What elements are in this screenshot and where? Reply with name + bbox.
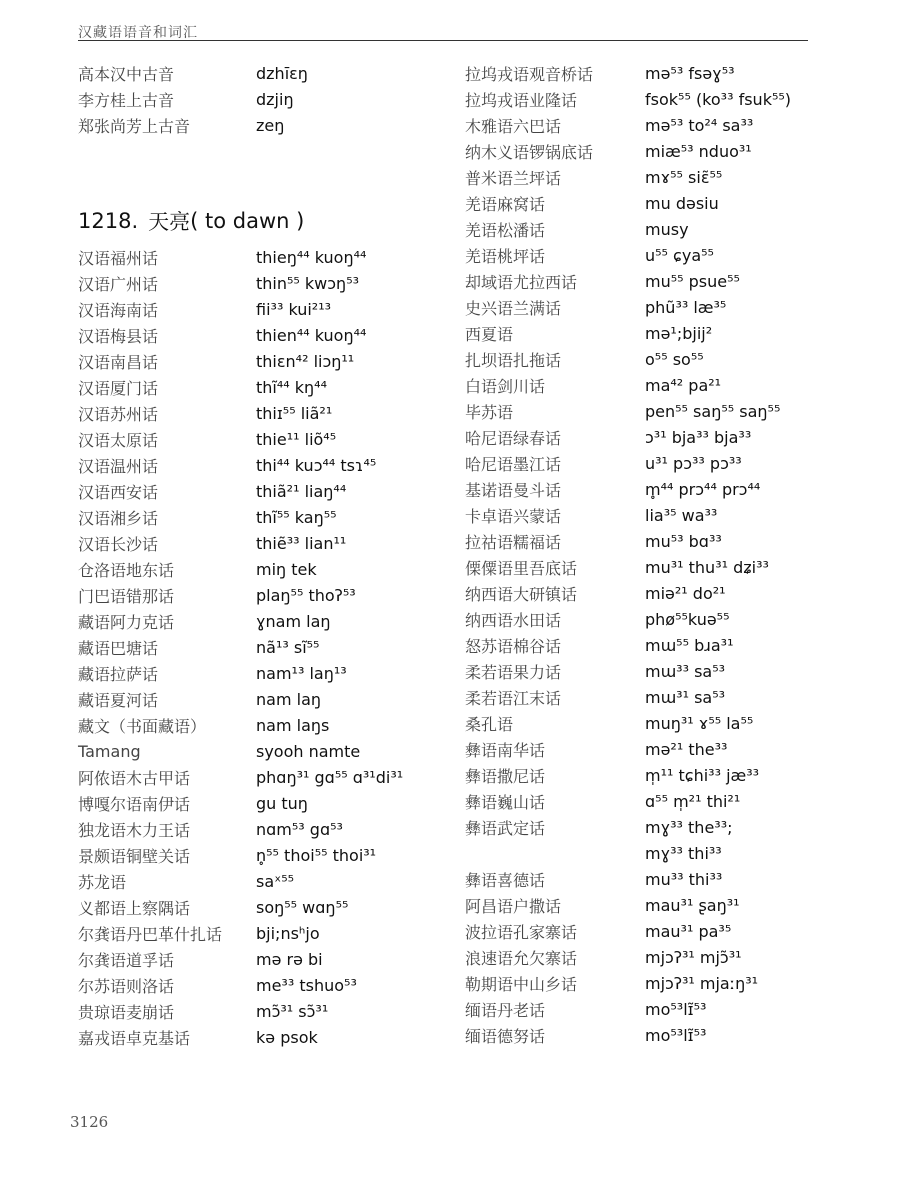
- language-name: 哈尼语绿春话: [465, 428, 562, 448]
- lexicon-row: [78, 634, 458, 660]
- lexicon-row: [465, 86, 845, 112]
- language-name: 彝语撒尼话: [465, 766, 546, 786]
- lexicon-row: [465, 346, 845, 372]
- word-form: ɔ³¹ bja³³ bja³³: [645, 427, 752, 447]
- running-head: 汉藏语语音和词汇: [78, 25, 198, 41]
- word-form: fii³³ kui²¹³: [256, 299, 332, 319]
- language-name: 藏语阿力克话: [78, 612, 175, 632]
- language-name: 汉语温州话: [78, 456, 159, 476]
- language-name: 柔若语江末话: [465, 688, 562, 708]
- word-form: mu dəsiu: [645, 193, 719, 213]
- word-form: u³¹ pɔ³³ pɔ³³: [645, 453, 742, 473]
- word-form: mu³³ thi³³: [645, 869, 723, 889]
- lexicon-row: [78, 920, 458, 946]
- language-name: 苏龙语: [78, 872, 127, 892]
- language-name: 普米语兰坪话: [465, 168, 562, 188]
- language-name: 高本汉中古音: [78, 64, 175, 84]
- language-name: 浪速语允欠寨话: [465, 948, 578, 968]
- word-form: saˣ⁵⁵: [256, 871, 295, 891]
- lexicon-row: [78, 738, 458, 764]
- word-form: ɑ⁵⁵ m̩²¹ thi²¹: [645, 791, 741, 811]
- word-form: syooh namte: [256, 741, 361, 761]
- language-name: 拉坞戎语观音桥话: [465, 64, 594, 84]
- lexicon-row: [78, 530, 458, 556]
- lexicon-row: [78, 452, 458, 478]
- lexicon-row: [78, 270, 458, 296]
- language-name: 汉语苏州话: [78, 404, 159, 424]
- language-name: 藏文（书面藏语）: [78, 716, 207, 736]
- language-name: 藏语巴塘话: [78, 638, 159, 658]
- word-form: thiẽ³³ lian¹¹: [256, 533, 347, 553]
- lexicon-row: [78, 322, 458, 348]
- lexicon-row: [465, 736, 845, 762]
- lexicon-row: [465, 164, 845, 190]
- lexicon-row: [465, 788, 845, 814]
- lexicon-row: [78, 1024, 458, 1050]
- word-form: kə psok: [256, 1027, 318, 1047]
- language-name: 汉语广州话: [78, 274, 159, 294]
- word-form: zeŋ: [256, 115, 285, 135]
- lexicon-row: [465, 944, 845, 970]
- lexicon-row: [465, 970, 845, 996]
- word-form: mu³¹ thu³¹ dʑi³³: [645, 557, 769, 577]
- language-name: 傈僳语里吾底话: [465, 558, 578, 578]
- language-name: 柔若语果力话: [465, 662, 562, 682]
- word-form: bji;nsʰjo: [256, 923, 320, 943]
- lexicon-row: [465, 866, 845, 892]
- lexicon-row: [465, 606, 845, 632]
- lexicon-row: [465, 892, 845, 918]
- lexicon-row: [78, 608, 458, 634]
- word-form: ɣnam laŋ: [256, 611, 331, 631]
- language-name: 李方桂上古音: [78, 90, 175, 110]
- word-form: u⁵⁵ ɕya⁵⁵: [645, 245, 714, 265]
- word-form: thĩ⁵⁵ kaŋ⁵⁵: [256, 507, 337, 527]
- left-column: [78, 60, 458, 1050]
- lexicon-row: [465, 918, 845, 944]
- lexicon-row: [78, 348, 458, 374]
- language-name: 尔苏语则洛话: [78, 976, 175, 996]
- word-form: fsok⁵⁵ (ko³³ fsuk⁵⁵): [645, 89, 792, 109]
- word-form: ma⁴² pa²¹: [645, 375, 722, 395]
- lexicon-row: [78, 842, 458, 868]
- lexicon-row: [465, 996, 845, 1022]
- lexicon-row: [465, 190, 845, 216]
- word-form: mə⁵³ to²⁴ sa³³: [645, 115, 754, 135]
- lexicon-row: [78, 998, 458, 1024]
- lexicon-row: [78, 790, 458, 816]
- language-name: 景颇语铜壁关话: [78, 846, 191, 866]
- word-form: dzjiŋ: [256, 89, 294, 109]
- word-form: mjɔʔ³¹ mjɔ̃³¹: [645, 947, 742, 967]
- word-form: mjɔʔ³¹ mjaːŋ³¹: [645, 973, 759, 993]
- language-name: 藏语拉萨话: [78, 664, 159, 684]
- word-form: muŋ³¹ ɤ⁵⁵ la⁵⁵: [645, 713, 754, 733]
- lexicon-row: [465, 580, 845, 606]
- lexicon-row: [465, 424, 845, 450]
- word-form: phø⁵⁵kuə⁵⁵: [645, 609, 730, 629]
- lexicon-row: [465, 112, 845, 138]
- word-form: mo⁵³lɪ̃⁵³: [645, 999, 707, 1019]
- lexicon-row: [465, 1022, 845, 1048]
- lexicon-row: [78, 764, 458, 790]
- word-form: mə¹;bjij²: [645, 323, 713, 343]
- lexicon-row: [78, 60, 458, 86]
- language-name: 阿昌语户撒话: [465, 896, 562, 916]
- lexicon-row: [78, 686, 458, 712]
- lexicon-row: [78, 478, 458, 504]
- word-form: n̥⁵⁵ thoi⁵⁵ thoi³¹: [256, 845, 377, 865]
- language-name: 拉坞戎语业隆话: [465, 90, 578, 110]
- language-name: 独龙语木力王话: [78, 820, 191, 840]
- language-name: 郑张尚芳上古音: [78, 116, 191, 136]
- language-name: 汉语梅县话: [78, 326, 159, 346]
- entry-gloss: ( to dawn ): [190, 209, 305, 233]
- word-form: miæ⁵³ nduo³¹: [645, 141, 752, 161]
- word-form: lia³⁵ wa³³: [645, 505, 718, 525]
- word-form: thiɛn⁴² liɔŋ¹¹: [256, 351, 355, 371]
- lexicon-row: [78, 374, 458, 400]
- lexicon-row: [465, 372, 845, 398]
- language-name: 汉语福州话: [78, 248, 159, 268]
- language-name: 汉语海南话: [78, 300, 159, 320]
- language-name: 纳西语水田话: [465, 610, 562, 630]
- lexicon-row: [465, 554, 845, 580]
- word-form: mo⁵³lɪ̃⁵³: [645, 1025, 707, 1045]
- language-name: 彝语喜德话: [465, 870, 546, 890]
- language-name: 汉语西安话: [78, 482, 159, 502]
- lexicon-row: [78, 868, 458, 894]
- language-name: 木雅语六巴话: [465, 116, 562, 136]
- word-form: thiã²¹ liaŋ⁴⁴: [256, 481, 347, 501]
- word-form: nam laŋ: [256, 689, 322, 709]
- entry-headword: 天亮: [148, 210, 191, 234]
- lexicon-row: [465, 268, 845, 294]
- word-form: nam¹³ laŋ¹³: [256, 663, 347, 683]
- lexicon-row: [78, 296, 458, 322]
- language-name: 嘉戎语卓克基话: [78, 1028, 191, 1048]
- lexicon-row: [78, 894, 458, 920]
- page-number: 3126: [70, 1113, 109, 1131]
- lexicon-row: [78, 244, 458, 270]
- entry-spacer: [78, 138, 458, 198]
- word-form: mɣ³³ the³³;: [645, 817, 733, 837]
- word-form: mu⁵⁵ psue⁵⁵: [645, 271, 740, 291]
- lexicon-row: [78, 400, 458, 426]
- entry-number: 1218.: [78, 209, 139, 233]
- lexicon-row: [465, 710, 845, 736]
- word-form: thi⁴⁴ kuɔ⁴⁴ tsɿ⁴⁵: [256, 455, 377, 475]
- language-name: 缅语德努话: [465, 1026, 546, 1046]
- lexicon-row: [465, 814, 845, 840]
- lexicon-row: [465, 632, 845, 658]
- language-name: 汉语长沙话: [78, 534, 159, 554]
- entry-title: [78, 198, 458, 244]
- word-form: nɑm⁵³ gɑ⁵³: [256, 819, 343, 839]
- language-name: 彝语南华话: [465, 740, 546, 760]
- right-entry-rows: [465, 60, 845, 1048]
- language-name: 白语剑川话: [465, 376, 546, 396]
- lexicon-row: [78, 712, 458, 738]
- lexicon-row: [78, 582, 458, 608]
- language-name: 羌语麻窝话: [465, 194, 546, 214]
- language-name: Tamang: [78, 741, 141, 761]
- language-name: 仓洛语地东话: [78, 560, 175, 580]
- lexicon-row: [465, 502, 845, 528]
- word-form: soŋ⁵⁵ wɑŋ⁵⁵: [256, 897, 349, 917]
- word-form: mə rə bi: [256, 949, 323, 969]
- language-name: 门巴语错那话: [78, 586, 175, 606]
- word-form: thin⁵⁵ kwɔŋ⁵³: [256, 273, 360, 293]
- language-name: 史兴语兰满话: [465, 298, 562, 318]
- lexicon-row: [465, 242, 845, 268]
- language-name: 怒苏语棉谷话: [465, 636, 562, 656]
- language-name: 阿侬语木古甲话: [78, 768, 191, 788]
- lexicon-row: [465, 138, 845, 164]
- lexicon-row: [78, 946, 458, 972]
- lexicon-row: [465, 762, 845, 788]
- word-form: nam laŋs: [256, 715, 330, 735]
- language-name: 羌语桃坪话: [465, 246, 546, 266]
- word-form: m̩¹¹ tɕhi³³ jæ³³: [645, 765, 760, 785]
- language-name: 汉语太原话: [78, 430, 159, 450]
- word-form: plaŋ⁵⁵ thoʔ⁵³: [256, 585, 356, 605]
- word-form: phɑŋ³¹ gɑ⁵⁵ ɑ³¹di³¹: [256, 767, 404, 787]
- word-form: mə²¹ the³³: [645, 739, 728, 759]
- lexicon-row: [78, 426, 458, 452]
- word-form: mɯ⁵⁵ bɹa³¹: [645, 635, 734, 655]
- word-form: miŋ tek: [256, 559, 317, 579]
- word-form: mə⁵³ fsəɣ⁵³: [645, 63, 735, 83]
- word-form: thieŋ⁴⁴ kuoŋ⁴⁴: [256, 247, 367, 267]
- language-name: 汉语湘乡话: [78, 508, 159, 528]
- lexicon-row: [465, 320, 845, 346]
- lexicon-row: [78, 504, 458, 530]
- language-name: 毕苏语: [465, 402, 514, 422]
- lexicon-row: [465, 476, 845, 502]
- lexicon-row: [78, 112, 458, 138]
- word-form: mau³¹ pa³⁵: [645, 921, 732, 941]
- lexicon-row: [465, 658, 845, 684]
- language-name: 羌语松潘话: [465, 220, 546, 240]
- word-form: m̥⁴⁴ prɔ⁴⁴ prɔ⁴⁴: [645, 479, 761, 499]
- word-form: mɯ³¹ sa⁵³: [645, 687, 726, 707]
- word-form: pen⁵⁵ saŋ⁵⁵ saŋ⁵⁵: [645, 401, 781, 421]
- word-form: mɔ̃³¹ sɔ̃³¹: [256, 1001, 329, 1021]
- word-form: mu⁵³ bɑ³³: [645, 531, 722, 551]
- language-name: 波拉语孔家寨话: [465, 922, 578, 942]
- lexicon-row: [78, 816, 458, 842]
- language-name: 汉语厦门话: [78, 378, 159, 398]
- word-form: o⁵⁵ so⁵⁵: [645, 349, 704, 369]
- language-name: 勒期语中山乡话: [465, 974, 578, 994]
- word-form: mɯ³³ sa⁵³: [645, 661, 726, 681]
- word-form: me³³ tshuo⁵³: [256, 975, 357, 995]
- language-name: 彝语巍山话: [465, 792, 546, 812]
- word-form: thiɪ⁵⁵ liã²¹: [256, 403, 333, 423]
- lexicon-row: [465, 684, 845, 710]
- lexicon-row: [465, 294, 845, 320]
- word-form: miə²¹ do²¹: [645, 583, 726, 603]
- language-name: 彝语武定话: [465, 818, 546, 838]
- lexicon-row: [465, 840, 845, 866]
- language-name: 藏语夏河话: [78, 690, 159, 710]
- language-name: 基诺语曼斗话: [465, 480, 562, 500]
- word-form: gu tuŋ: [256, 793, 308, 813]
- right-column: [465, 60, 845, 1048]
- language-name: 西夏语: [465, 324, 514, 344]
- language-name: 博嘎尔语南伊话: [78, 794, 191, 814]
- language-name: 桑孔语: [465, 714, 514, 734]
- word-form: mɣ³³ thi³³: [645, 843, 722, 863]
- language-name: 纳西语大研镇话: [465, 584, 578, 604]
- word-form: thie¹¹ liõ⁴⁵: [256, 429, 337, 449]
- language-name: 拉祜语糯福话: [465, 532, 562, 552]
- language-name: 缅语丹老话: [465, 1000, 546, 1020]
- language-name: 纳木义语锣锅底话: [465, 142, 594, 162]
- left-entry-rows: [78, 244, 458, 1050]
- word-form: musy: [645, 219, 689, 239]
- previous-entry-rows: [78, 60, 458, 138]
- word-form: phũ³³ læ³⁵: [645, 297, 727, 317]
- language-name: 汉语南昌话: [78, 352, 159, 372]
- language-name: 却域语尤拉西话: [465, 272, 578, 292]
- lexicon-row: [78, 972, 458, 998]
- lexicon-row: [465, 398, 845, 424]
- word-form: mɤ⁵⁵ siɛ̃⁵⁵: [645, 167, 723, 187]
- word-form: thien⁴⁴ kuoŋ⁴⁴: [256, 325, 367, 345]
- language-name: 尔龚语丹巴革什扎话: [78, 924, 223, 944]
- word-form: nã¹³ sĩ⁵⁵: [256, 637, 320, 657]
- header-rule: [78, 40, 808, 41]
- lexicon-row: [465, 450, 845, 476]
- lexicon-row: [78, 86, 458, 112]
- language-name: 扎坝语扎拖话: [465, 350, 562, 370]
- word-form: mau³¹ ʂaŋ³¹: [645, 895, 740, 915]
- language-name: 贵琼语麦崩话: [78, 1002, 175, 1022]
- lexicon-row: [465, 216, 845, 242]
- lexicon-row: [78, 556, 458, 582]
- lexicon-row: [465, 60, 845, 86]
- language-name: 哈尼语墨江话: [465, 454, 562, 474]
- word-form: thĩ⁴⁴ kŋ⁴⁴: [256, 377, 328, 397]
- language-name: 卡卓语兴蒙话: [465, 506, 562, 526]
- word-form: dzhīɛŋ: [256, 63, 308, 83]
- lexicon-row: [78, 660, 458, 686]
- language-name: 尔龚语道孚话: [78, 950, 175, 970]
- language-name: 义都语上察隅话: [78, 898, 191, 918]
- lexicon-row: [465, 528, 845, 554]
